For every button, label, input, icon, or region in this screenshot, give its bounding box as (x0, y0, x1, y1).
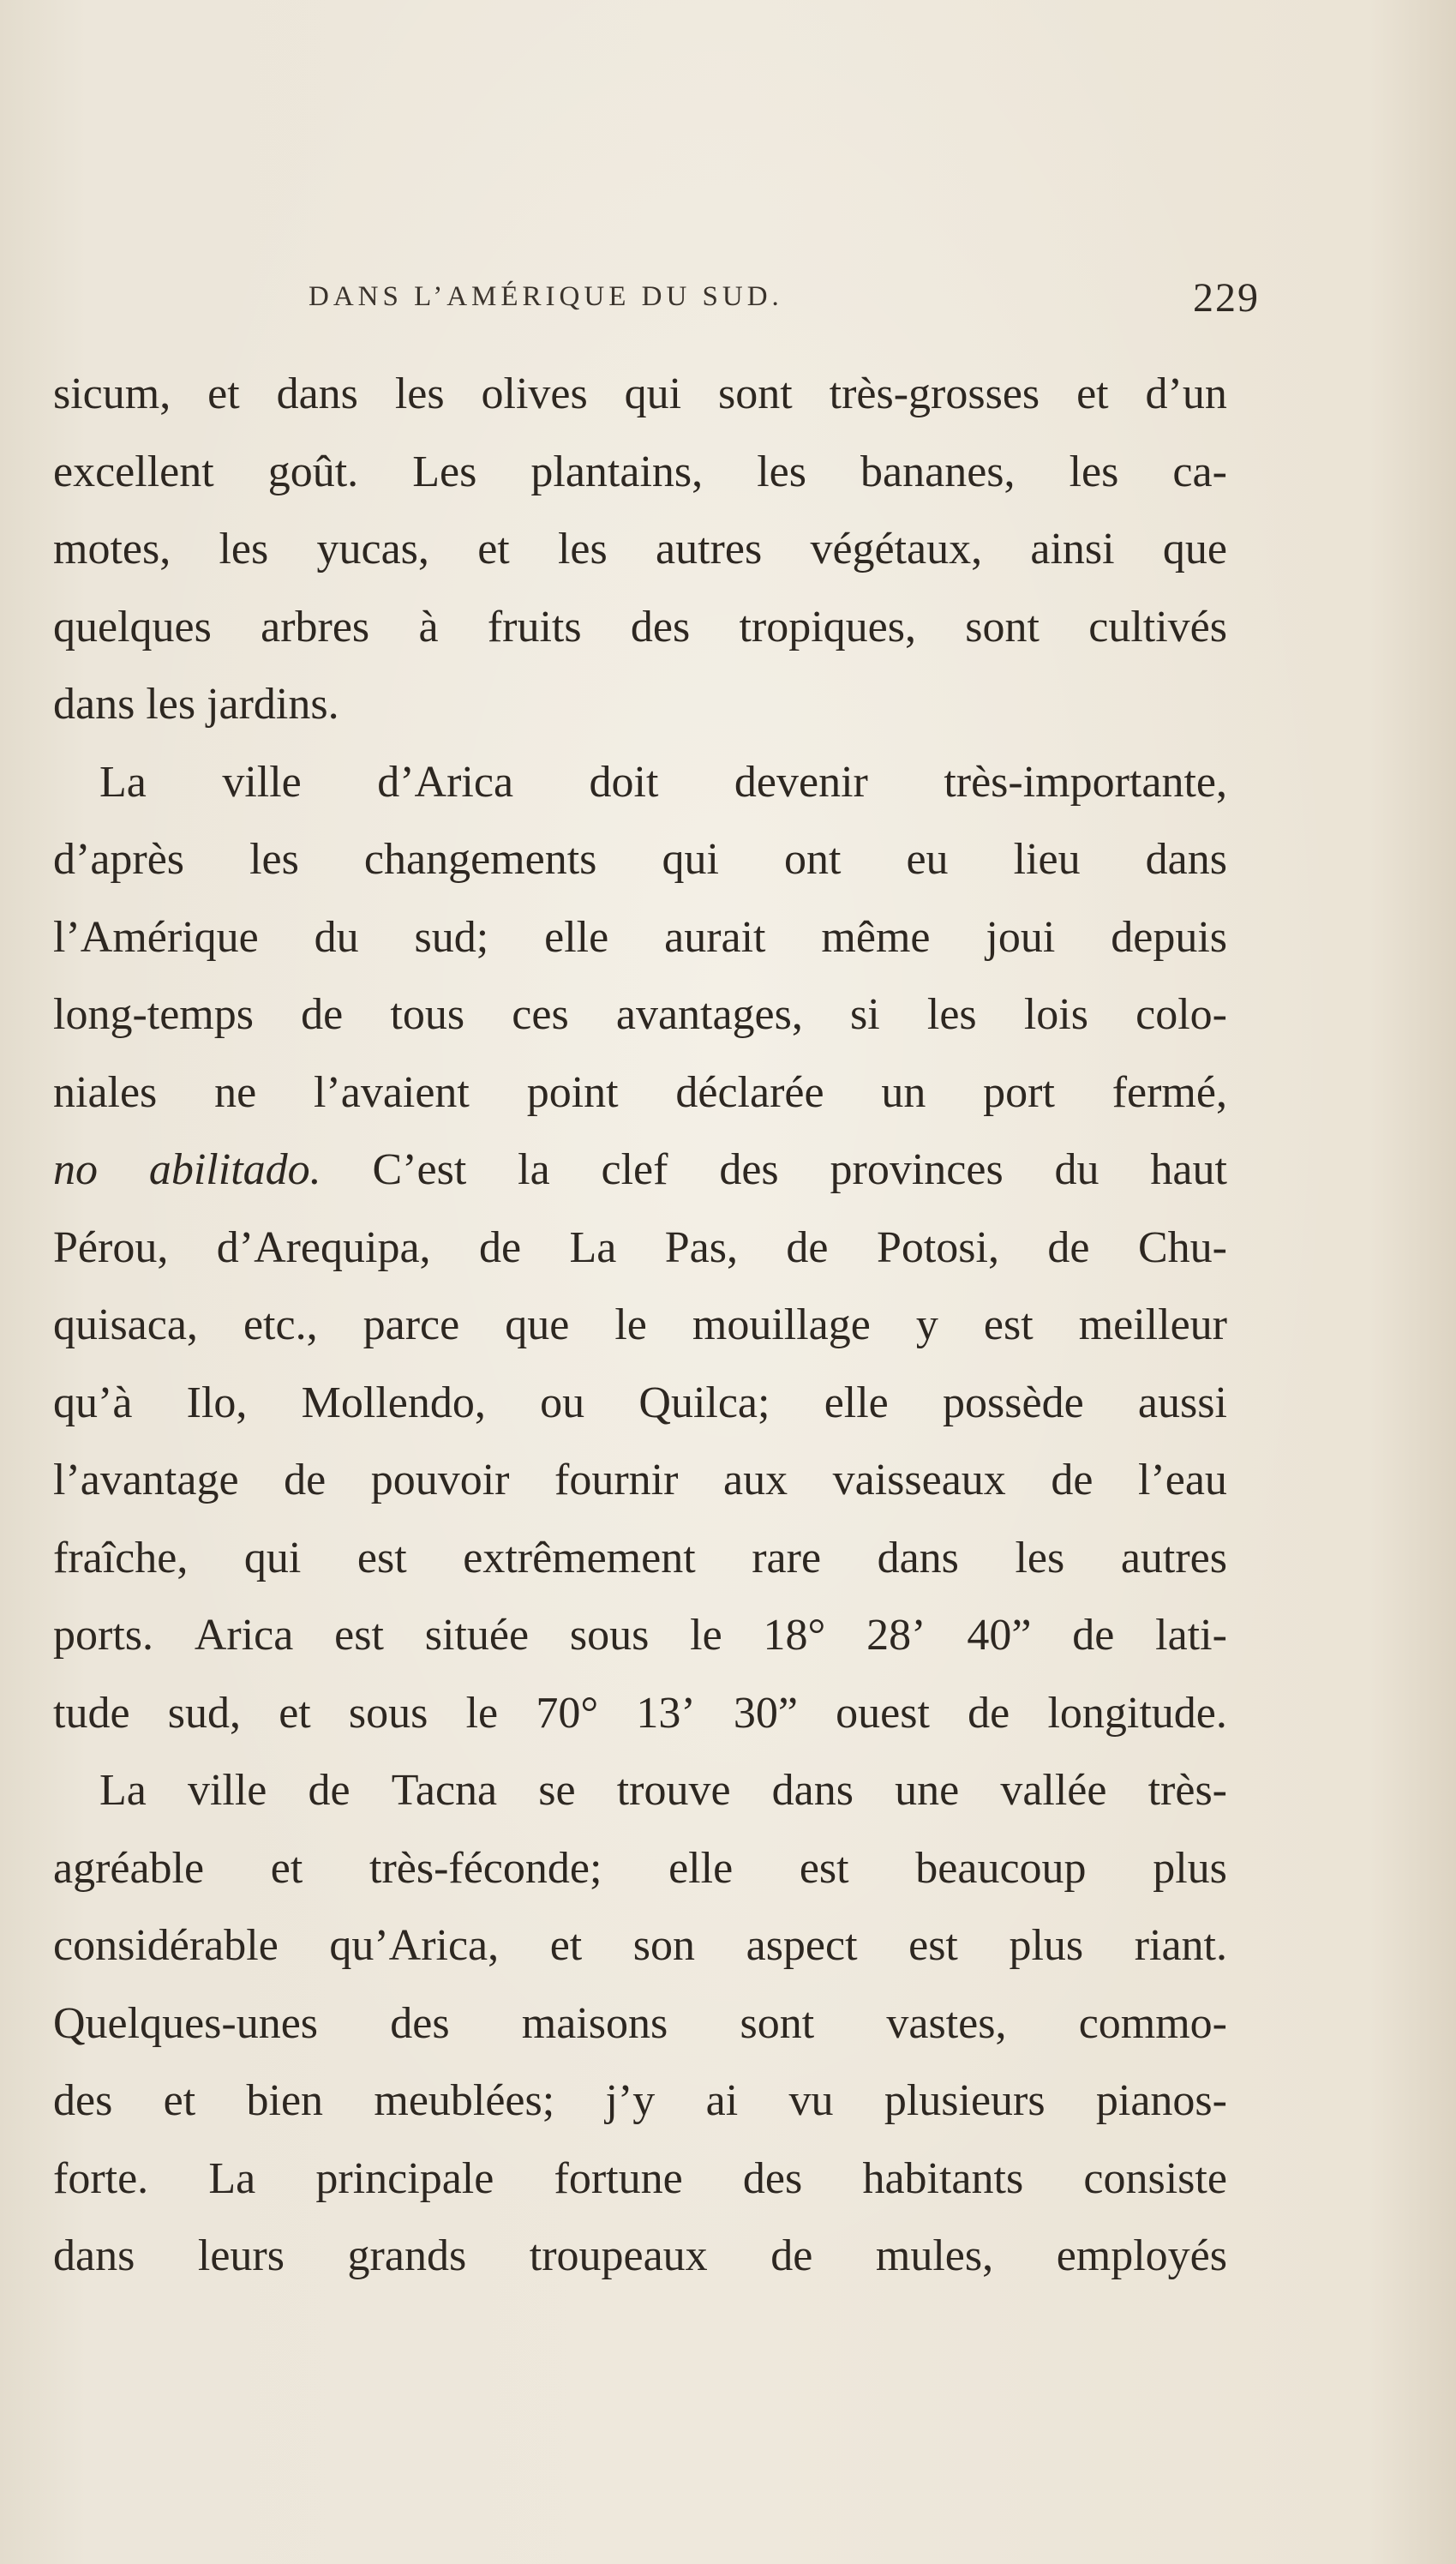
text-line: dans leurs grands troupeaux de mules, employés (53, 2231, 1227, 2280)
text-line: excellent goût. Les plantains, les bananes, les ca- (53, 447, 1227, 496)
text-line: quelques arbres à fruits des tropiques, sont cultivés (53, 602, 1227, 652)
text-line: des et bien meublées; j’y ai vu plusieurs pianos- (53, 2076, 1227, 2125)
text-line: no abilitado. C’est la clef des provinces du haut (53, 1145, 1227, 1194)
text-line: agréable et très-féconde; elle est beaucoup plus (53, 1843, 1227, 1893)
text-line: motes, les yucas, et les autres végétaux, ainsi que (53, 525, 1227, 573)
text-line: qu’à Ilo, Mollendo, ou Quilca; elle possède aussi (53, 1378, 1227, 1427)
text-line: tude sud, et sous le 70° 13’ 30” ouest de longitude. (53, 1688, 1227, 1738)
text-line: fraîche, qui est extrêmement rare dans les autres (53, 1533, 1227, 1582)
text-line: Quelques-unes des maisons sont vastes, commo- (53, 1998, 1227, 2048)
text-line: Pérou, d’Arequipa, de La Pas, de Potosi, de Chu- (53, 1222, 1227, 1272)
body-text (53, 356, 1227, 2296)
text-line: d’après les changements qui ont eu lieu dans (53, 835, 1227, 884)
page-number: 229 (1193, 275, 1260, 321)
text-line: considérable qu’Arica, et son aspect est plus riant. (53, 1921, 1227, 1970)
text-line: La ville de Tacna se trouve dans une vallée très- (99, 1766, 1227, 1815)
text-line: l’Amérique du sud; elle aurait même joui depuis (53, 912, 1227, 962)
text-line: forte. La principale fortune des habitants consiste (53, 2153, 1227, 2203)
text-line: long-temps de tous ces avantages, si les lois colo- (53, 990, 1227, 1039)
text-line: dans les jardins. (53, 680, 339, 729)
text-line: l’avantage de pouvoir fournir aux vaisseaux de l’eau (53, 1456, 1227, 1504)
text-line: La ville d’Arica doit devenir très-importante, (99, 757, 1227, 807)
running-head: DANS L’AMÉRIQUE DU SUD. (309, 281, 783, 312)
page-header (309, 274, 1260, 326)
text-line: ports. Arica est située sous le 18° 28’ 40” de lati- (53, 1611, 1227, 1660)
text-line: quisaca, etc., parce que le mouillage y est meilleur (53, 1300, 1227, 1349)
text-line: sicum, et dans les olives qui sont très-grosses et d’un (53, 369, 1227, 418)
text-line: niales ne l’avaient point déclarée un port fermé, (53, 1067, 1227, 1117)
